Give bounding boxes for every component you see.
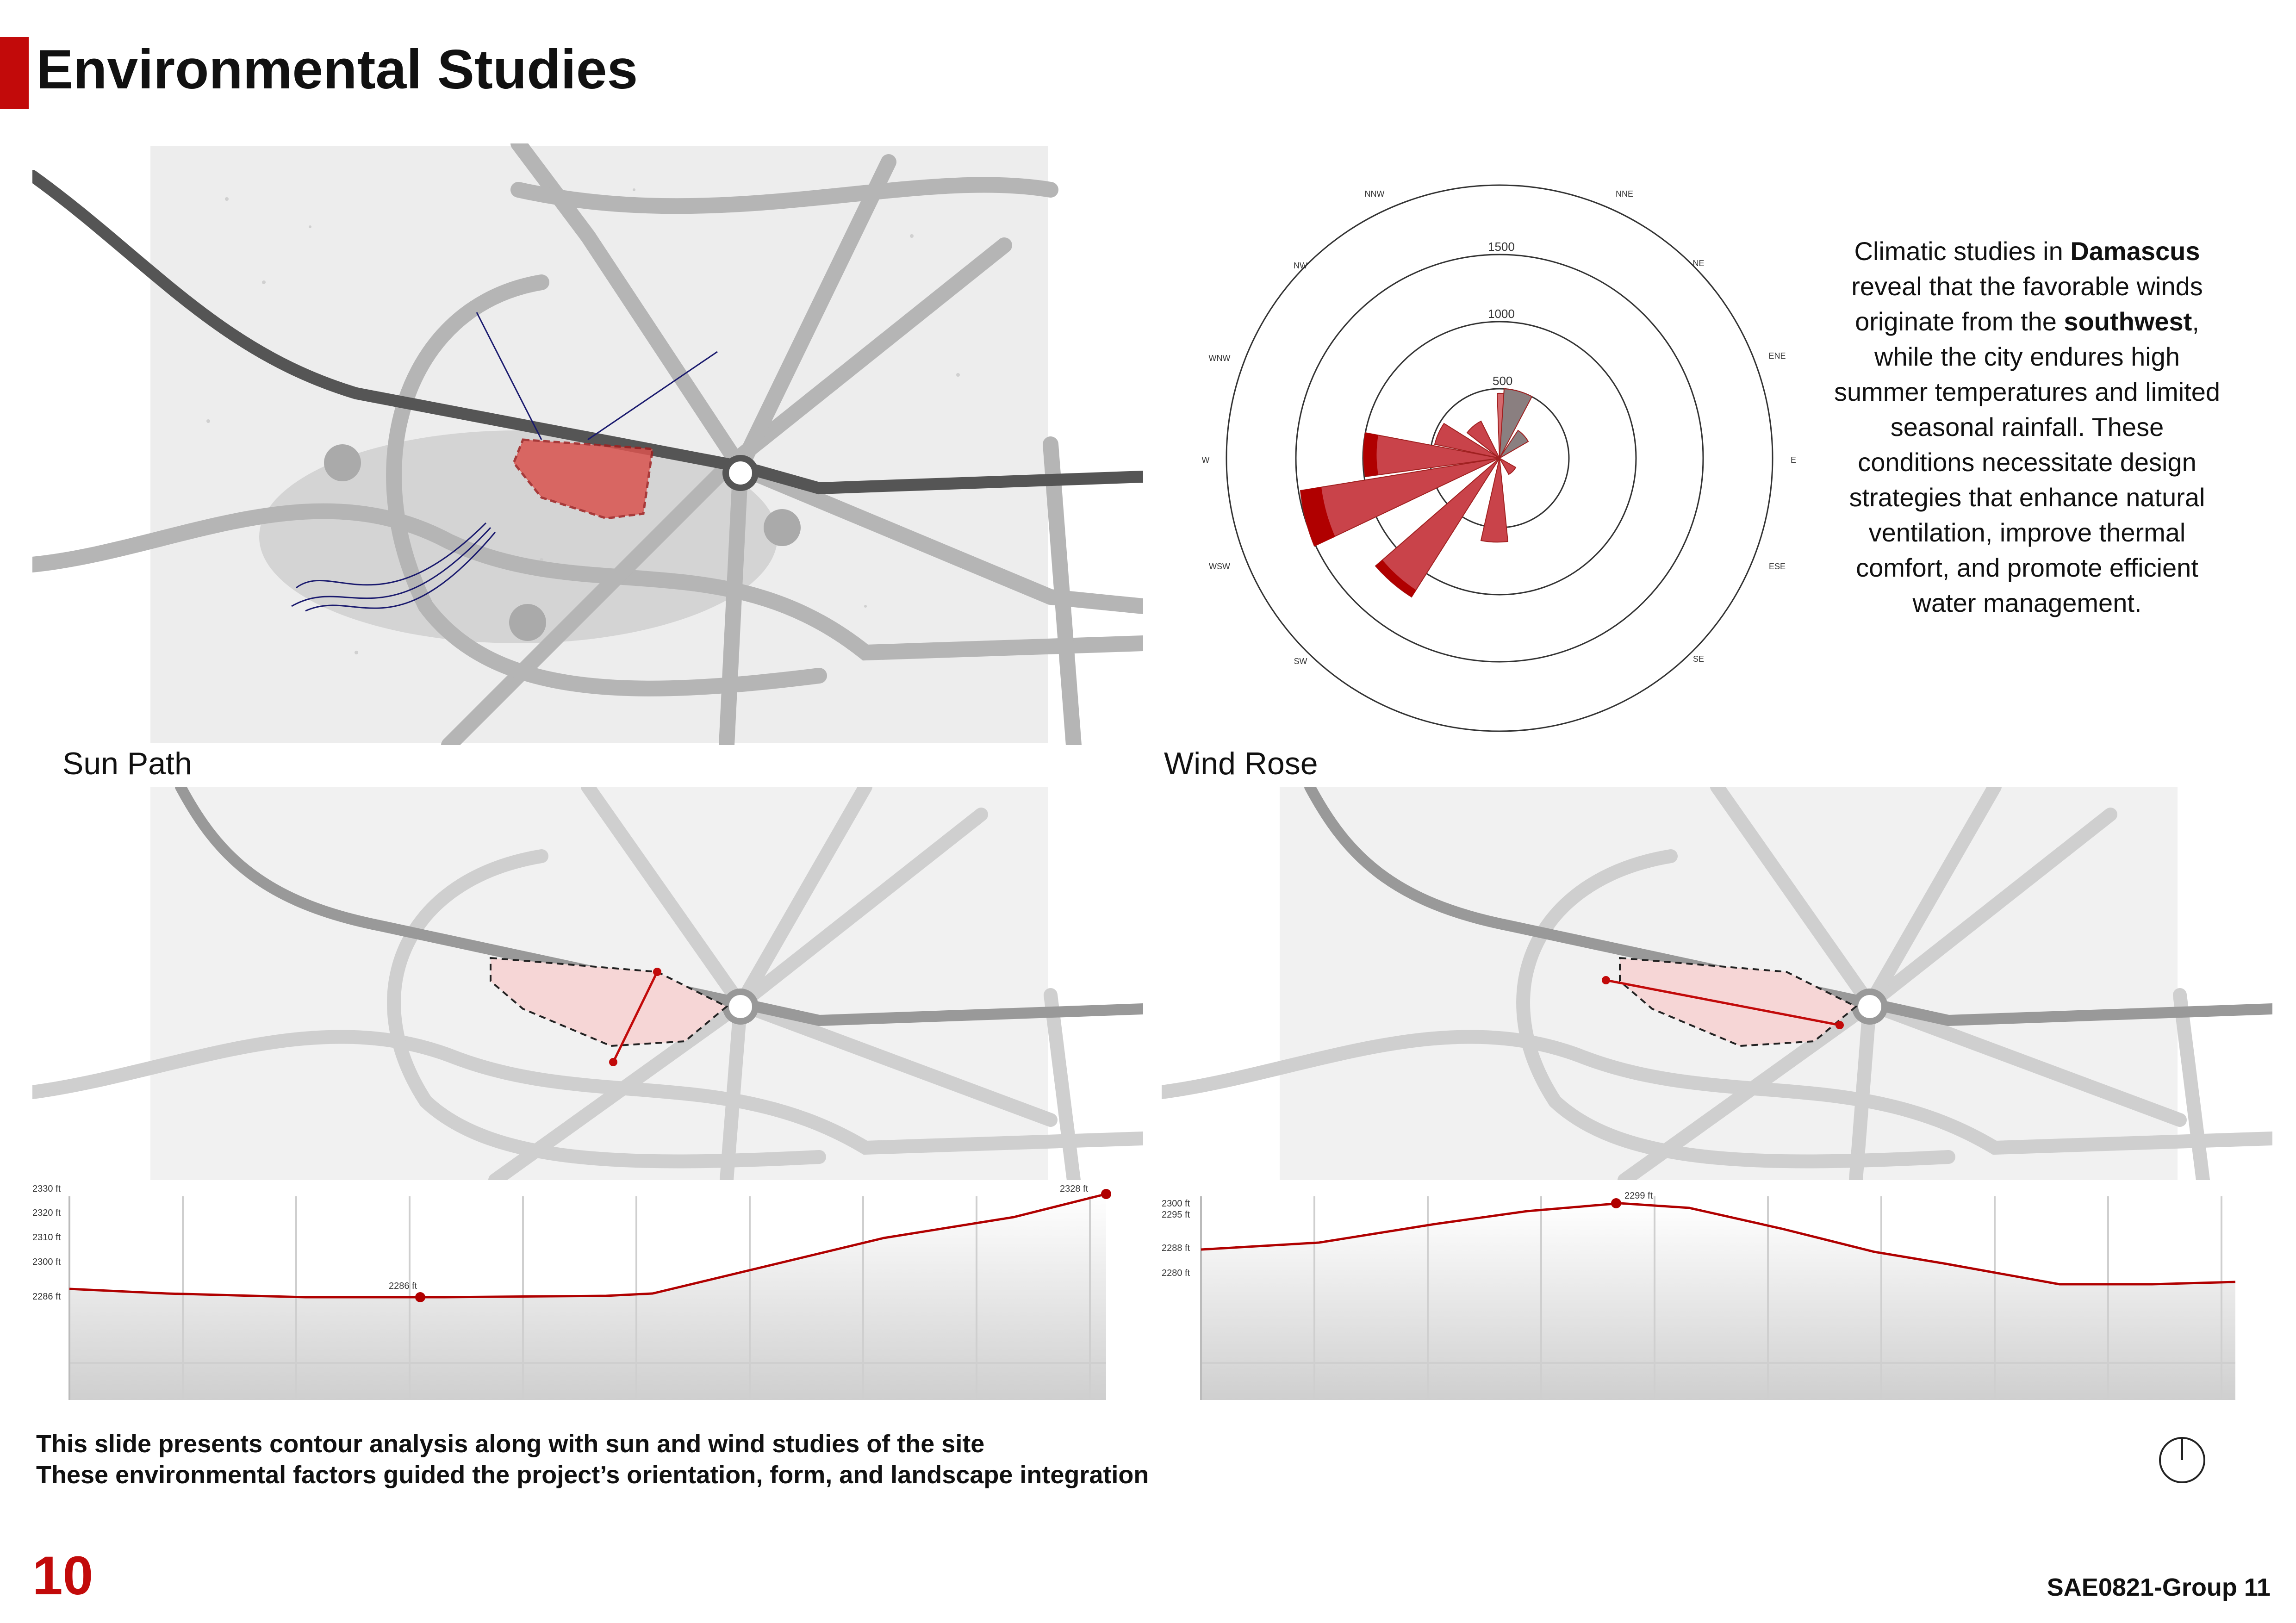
right-high-point-label: 2299 ft bbox=[1624, 1191, 1653, 1201]
right-y-label-2288: 2288 ft bbox=[1162, 1243, 1190, 1253]
page-number: 10 bbox=[32, 1545, 93, 1606]
dir-ene: ENE bbox=[1768, 351, 1786, 361]
ring-label-1000: 1000 bbox=[1488, 307, 1515, 321]
rose-petal-se bbox=[1500, 458, 1516, 474]
footer-line-1: This slide presents contour analysis along with sun and wind studies of the site bbox=[36, 1430, 985, 1458]
section-map-right bbox=[1162, 787, 2272, 1180]
description-text-2: reveal that the favorable winds originate from the bbox=[1851, 272, 2203, 336]
description-city: Damascus bbox=[2070, 236, 2200, 266]
dir-nw: NW bbox=[1294, 261, 1307, 270]
dir-ese: ESE bbox=[1768, 562, 1786, 571]
dir-nne: NNE bbox=[1615, 189, 1634, 199]
section-map-left bbox=[32, 787, 1143, 1180]
dir-e: E bbox=[1790, 455, 1797, 465]
ring-label-500: 500 bbox=[1493, 374, 1513, 388]
description-text-1: Climatic studies in bbox=[1854, 236, 2071, 266]
left-y-label-2330: 2330 ft bbox=[32, 1184, 61, 1194]
left-y-label-2320: 2320 ft bbox=[32, 1208, 61, 1218]
right-y-label-2280: 2280 ft bbox=[1162, 1268, 1190, 1278]
wind-rose-caption: Wind Rose bbox=[1164, 746, 1318, 781]
left-y-label-2300: 2300 ft bbox=[32, 1257, 61, 1267]
wind-rose-chart bbox=[1176, 167, 1823, 750]
right-y-label-2295: 2295 ft bbox=[1162, 1210, 1190, 1220]
left-high-point-label: 2328 ft bbox=[1060, 1184, 1089, 1194]
north-arrow-icon bbox=[2157, 1435, 2208, 1486]
ring-label-1500: 1500 bbox=[1488, 240, 1515, 254]
dir-nnw: NNW bbox=[1364, 189, 1385, 199]
dir-sw: SW bbox=[1294, 657, 1307, 666]
dir-wsw: WSW bbox=[1209, 562, 1230, 571]
group-label: SAE0821-Group 11 bbox=[2047, 1573, 2271, 1601]
footer-line-2: These environmental factors guided the project’s orientation, form, and landscape integration bbox=[36, 1461, 1149, 1489]
sun-path-caption: Sun Path bbox=[62, 746, 192, 781]
dir-w: W bbox=[1201, 455, 1210, 465]
dir-wnw: WNW bbox=[1208, 354, 1231, 363]
description-direction: southwest bbox=[2064, 307, 2192, 336]
description-text-3: , while the city endures high summer temperatures and limited seasonal rainfall. These conditions necessitate design strategies that enhance natural ventilation, improve thermal comfort, and promote efficient water management. bbox=[1834, 307, 2221, 617]
dir-se: SE bbox=[1692, 654, 1705, 664]
dir-ne: NE bbox=[1692, 259, 1705, 268]
page-title: Environmental Studies bbox=[36, 38, 638, 100]
elevation-profile-right bbox=[1157, 1182, 2249, 1405]
climate-description bbox=[1830, 234, 2224, 621]
elevation-profile-left bbox=[28, 1182, 1120, 1405]
right-y-label-2300: 2300 ft bbox=[1162, 1199, 1190, 1209]
title-accent-bar bbox=[0, 37, 29, 109]
left-low-point-label: 2286 ft bbox=[389, 1281, 417, 1291]
left-y-label-2310: 2310 ft bbox=[32, 1232, 61, 1243]
sun-path-map bbox=[32, 143, 1143, 745]
left-y-label-2286: 2286 ft bbox=[32, 1292, 61, 1302]
